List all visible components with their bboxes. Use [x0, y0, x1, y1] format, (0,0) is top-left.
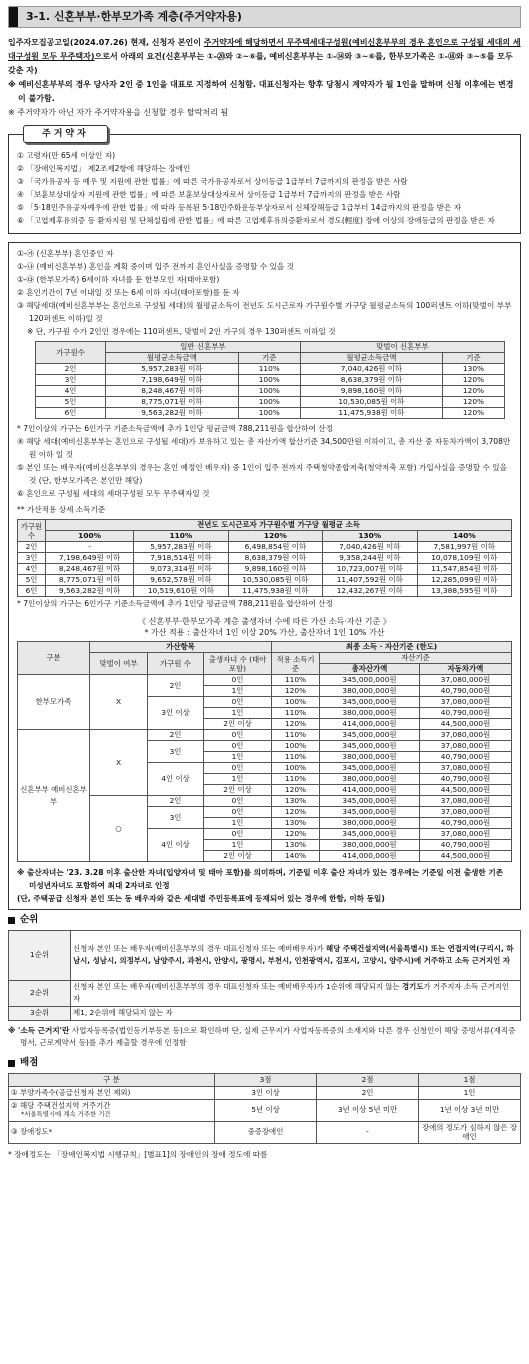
t3-h-add: 가산항목 [90, 642, 272, 653]
t3-members: 3인 [148, 741, 204, 763]
rank-1-text: 신청자 본인 또는 배우자(예비신혼부부의 경우 대표신청자 또는 예비배우자)가 [73, 944, 327, 954]
table-cell: 9,898,160원 이하 [300, 386, 442, 397]
intro-note-2: ※ 주거약자가 아닌 자가 주거약자용을 신청할 경우 탈락처리 됨 [8, 108, 229, 117]
score-cell: 중증장애인 [215, 1121, 317, 1143]
table-cell: 5인 [36, 397, 106, 408]
table-cell: 3인 [18, 553, 46, 564]
table-cell: 120% [443, 386, 505, 397]
section-marker [8, 917, 15, 924]
t1-h-general: 일반 신혼부부 [106, 342, 301, 353]
t3-cell: 414,000,000원 [320, 851, 420, 862]
table-cell: 3인 [36, 375, 106, 386]
score-cell: 1인 [419, 1086, 521, 1099]
t3-cell: 345,000,000원 [320, 675, 420, 686]
t1-body [36, 364, 505, 419]
t3-cell: 0인 [204, 807, 272, 818]
rank-note-text: 사업자등록증(법인등기부등본 등)으로 확인하며 단, 실제 근무지가 사업자등록증의 소재지와 다른 경우 신청인이 해당 증빙서류(재직증명서, 근로계약서 등)를 추가 제출할 경우에 인정함 [20, 1025, 516, 1047]
table-cell: 120% [443, 397, 505, 408]
table-cell: 11,547,854원 이하 [417, 564, 512, 575]
t3-cell: 345,000,000원 [320, 730, 420, 741]
t3-h-final: 최종 소득 · 자산기준 (한도) [272, 642, 512, 653]
t2-h-col: 140% [417, 531, 512, 542]
t3-cell: 37,080,000원 [419, 730, 511, 741]
t3-cell: 1인 [204, 686, 272, 697]
t2-h-col: 100% [46, 531, 134, 542]
score-h: 3점 [215, 1073, 317, 1086]
t3-members: 2인 [148, 730, 204, 741]
intro-paragraph [8, 36, 521, 78]
table-cell: 12,285,099원 이하 [417, 575, 512, 586]
t3-cell: 37,080,000원 [419, 697, 511, 708]
table-cell: 7,581,997원 이하 [417, 542, 512, 553]
score-foot: * 장애정도는 「장애인복지법 시행규칙」[별표1]의 장애인의 장애 정도에 따름 [8, 1149, 268, 1159]
t3-cell: 380,000,000원 [320, 840, 420, 851]
t3-foot-1: ※ 출산자녀는 '23. 3.28 이후 출산한 자녀(입양자녀 및 태아 포함)를 의미하며, 기준일 이후 출산 자녀가 있는 경우에는 기준일 이전 출생한 기존 미성년자녀도 포함하여 최대 2자녀로 인정 [17, 868, 504, 890]
t3-cell: 100% [272, 741, 320, 752]
t3-cell: 2인 이상 [204, 719, 272, 730]
t3-cell: 380,000,000원 [320, 752, 420, 763]
income-table-1 [35, 341, 505, 419]
table-cell: 9,358,244원 이하 [323, 553, 417, 564]
table-cell: 7,198,649원 이하 [106, 375, 239, 386]
t3-h-children: 출생자녀 수 (태아포함) [204, 653, 272, 675]
score-cell: 장애의 정도가 심하지 않은 장애인 [419, 1121, 521, 1143]
t3-cell: 345,000,000원 [320, 807, 420, 818]
table-cell: 2인 [18, 542, 46, 553]
t3-cell: 345,000,000원 [320, 796, 420, 807]
page-title: 3-1. 신혼부부·한부모가족 계층(주거약자용) [26, 9, 242, 23]
t3-members: 4인 이상 [148, 763, 204, 796]
t3-h-total: 총자산가액 [320, 664, 420, 675]
t3-group-newlywed: 신혼부부 예비신혼부부 [18, 730, 90, 862]
table-cell: 120% [443, 408, 505, 419]
table-cell: - [46, 542, 134, 553]
t3-cell: 380,000,000원 [320, 708, 420, 719]
t3-h-members: 가구원 수 [148, 653, 204, 675]
t3-cell: 120% [272, 719, 320, 730]
t3-members: 2인 [148, 796, 204, 807]
table-cell: 10,530,085원 이하 [300, 397, 442, 408]
table-row [36, 386, 505, 397]
table-cell: 6,498,854원 이하 [228, 542, 322, 553]
t2-h-col: 110% [134, 531, 228, 542]
table-cell: 11,407,592원 이하 [323, 575, 417, 586]
box1-item: ③ 「국가유공자 등 예우 및 지원에 관한 법률」에 따른 국가유공자로서 상이등급 1급부터 7급까지의 판정을 받은 사람 [17, 177, 408, 186]
rank-2-text: 신청자 본인 또는 배우자(예비신혼부부의 경우 대표신청자 또는 예비배우자)가 1순위에 해당되지 않는 [73, 982, 403, 992]
t3-members: 2인 [148, 675, 204, 697]
t2-h-col: 120% [228, 531, 322, 542]
intro-text-1: 입주자모집공고일(2024.07.26) 현재, 신청자 본인이 [8, 38, 204, 47]
t2-h-col: 130% [323, 531, 417, 542]
table-cell: 8,248,467원 이하 [106, 386, 239, 397]
score-cell: 3인 이상 [215, 1086, 317, 1099]
req-after: ⑤ 본인 또는 배우자(예비신혼부부의 경우는 혼인 예정인 배우자) 중 1인이 입주 전까지 주택청약종합저축(청약저축 포함) 가입사실을 증명할 수 있을 것 (단, 한부모가족은 본인만 해당) [17, 463, 507, 485]
score-cell: 5년 이상 [215, 1099, 317, 1121]
t3-cell: 380,000,000원 [320, 774, 420, 785]
table-cell: 5,957,283원 이하 [134, 542, 228, 553]
t3-cell: 0인 [204, 730, 272, 741]
table-cell: 7,040,426원 이하 [323, 542, 417, 553]
t3-cell: 120% [272, 807, 320, 818]
req-after: ④ 해당 세대(예비신혼부부는 혼인으로 구성될 세대)가 보유하고 있는 총 자산가액 합산기준 34,500만원 이하이고, 총 자산 중 자동차가액이 3,708만원 이하 일 것 [17, 437, 511, 459]
table-cell: 10,530,085원 이하 [228, 575, 322, 586]
bonus-table [17, 641, 512, 862]
t3-cell: 44,500,000원 [419, 785, 511, 796]
req-item: ③ 해당세대(예비신혼부부는 혼인으로 구성될 세대)의 월평균소득이 전년도 도시근로자 가구원수별 가구당 월평균소득의 100퍼센트 이하(맞벌이 부부 120퍼센트 이하)일 것 [17, 301, 512, 323]
rank-1-desc [71, 930, 521, 980]
box-tab-label: 주거약자 [23, 125, 108, 143]
score-h: 2점 [317, 1073, 419, 1086]
rank-heading [8, 914, 521, 927]
t3-cell: 37,080,000원 [419, 807, 511, 818]
rank-2-desc [71, 980, 521, 1006]
score-residence-label: ② 해당 주택건설지역 거주기간 [11, 1101, 111, 1111]
table-cell: 10,078,109원 이하 [417, 553, 512, 564]
t3-cell: 120% [272, 829, 320, 840]
t3-cell: 130% [272, 796, 320, 807]
t3-foot-2: (단, 주택공급 신청자 본인 또는 동 배우자와 같은 세대별 주민등록표에 등재되어 있는 경우에 한함, 이하 동일) [17, 894, 385, 903]
req-after: ⑥ 혼인으로 구성될 세대의 세대구성원 모두 무주택자일 것 [17, 489, 210, 498]
req-after: * 7인이상의 가구는 6인가구 기준소득금액에 추가 1인당 평균금액 788,211원을 합산하여 산정 [17, 424, 333, 433]
table-cell: 110% [238, 364, 300, 375]
table-cell: 100% [238, 375, 300, 386]
t1-h-dual: 맞벌이 신혼부부 [300, 342, 504, 353]
rank-3-desc: 제1, 2순위에 해당되지 않는 자 [71, 1006, 521, 1020]
table-cell: 11,475,938원 이하 [300, 408, 442, 419]
t3-cell: 345,000,000원 [320, 697, 420, 708]
box1-item: ② 「장애인복지법」 제2조제2항에 해당하는 장애인 [17, 164, 191, 173]
table-cell: 9,652,578원 이하 [134, 575, 228, 586]
t3-h-asset: 자산기준 [320, 653, 512, 664]
t3-caption-1: 《 신혼부부·한부모가족 계층 출생자녀 수에 따른 가산 소득·자산 기준 》 [138, 617, 391, 626]
table-row [36, 408, 505, 419]
t3-dual-mark: X [90, 675, 148, 730]
score-cell: - [317, 1121, 419, 1143]
t2-caption: ** 가산적용 상세 소득기준 [17, 505, 106, 514]
box1-item: ⑥ 「고엽제후유의증 등 환자지원 및 단체설립에 관한 법률」에 따른 고엽제후유의증환자로서 경도(輕度) 장애 이상의 장애등급의 판정을 받은 자 [17, 216, 495, 225]
t2-h-members: 가구원수 [18, 520, 46, 542]
intro-text-3: 으로서 아래의 요건(신혼부부는 ①-⑳와 ②~⑥를, 예비신혼부부는 ①-⑭와 ③~⑥를, 한부모가족은 ①-⑱와 ③~⑤를 모두 갖춘 자) [8, 52, 513, 75]
t3-cell: 0인 [204, 829, 272, 840]
t3-dual-mark: ○ [90, 796, 148, 862]
rank-label: 2순위 [9, 980, 71, 1006]
t3-cell: 120% [272, 785, 320, 796]
t3-cell: 40,790,000원 [419, 840, 511, 851]
rank-2-text-2: 가 거주지자 소득 근거지인 자 [73, 982, 510, 1004]
box1-item: ⑤ 「5·18민주유공자예우에 관한 법률」에 따라 등록된 5·18민주화운동부상자로서 신체장해등급 1급부터 14급까지의 판정을 받은 자 [17, 203, 462, 212]
box1-item: ① 고령자(만 65세 이상인 자) [17, 151, 116, 160]
rank-note [8, 1025, 521, 1049]
table-cell: 9,563,282원 이하 [46, 586, 134, 597]
req-item: ①-㉰ (한부모가족) 6세이하 자녀를 둔 한부모인 자(태아포함) [17, 275, 220, 284]
t3-cell: 37,080,000원 [419, 675, 511, 686]
t3-cell: 110% [272, 675, 320, 686]
t3-cell: 1인 [204, 818, 272, 829]
t3-h-apply: 적용 소득기준 [272, 653, 320, 675]
table-cell: 120% [443, 375, 505, 386]
t3-cell: 0인 [204, 697, 272, 708]
table-row [36, 364, 505, 375]
t3-cell: 37,080,000원 [419, 741, 511, 752]
t3-cell: 0인 [204, 796, 272, 807]
table-cell: 8,775,071원 이하 [46, 575, 134, 586]
t3-body [18, 675, 512, 862]
table-row [18, 586, 512, 597]
box1-item: ④ 「보훈보상대상자 지원에 관한 법률」에 따른 보훈보상대상자로서 상이등급 1급부터 7급까지의 판정을 받은 사람 [17, 190, 401, 199]
table-cell: 2인 [36, 364, 106, 375]
t2-h-title: 전년도 도시근로자 가구원수별 가구당 월평균 소득 [46, 520, 512, 531]
req-item: ①-㉮ (신혼부부) 혼인중인 자 [17, 249, 114, 258]
t3-cell: 140% [272, 851, 320, 862]
t3-cell: 40,790,000원 [419, 818, 511, 829]
t3-group-single-parent: 한부모가족 [18, 675, 90, 730]
table-cell: 5인 [18, 575, 46, 586]
req-item: ② 혼인기간이 7년 이내일 것 또는 6세 이하 자녀(태아포함)를 둔 자 [17, 288, 240, 297]
t3-caption-2: * 가산 적용 : 출산자녀 1인 이상 20% 가산, 출산자녀 1인 10% 가산 [144, 628, 385, 637]
t3-cell: 380,000,000원 [320, 686, 420, 697]
t1-h-std: 기준 [443, 353, 505, 364]
t3-cell: 1인 [204, 752, 272, 763]
t3-cell: 100% [272, 697, 320, 708]
t3-cell: 414,000,000원 [320, 785, 420, 796]
score-cell: ③ 장애정도* [9, 1121, 215, 1143]
rank-label: 3순위 [9, 1006, 71, 1020]
t3-members: 3인 [148, 807, 204, 829]
intro-text-underline: 주거약자에 해당하면서 [203, 38, 284, 47]
rank-label: 1순위 [9, 930, 71, 980]
housing-weak-box [8, 129, 521, 234]
score-table [8, 1073, 521, 1144]
table-cell: 8,638,379원 이하 [300, 375, 442, 386]
table-cell: 10,723,007원 이하 [323, 564, 417, 575]
t2-foot: * 7인이상의 가구는 6인가구 기준소득금액에 추가 1인당 평균금액 788,211원을 합산하여 산정 [17, 599, 333, 608]
table-cell: 4인 [36, 386, 106, 397]
t3-cell: 1인 [204, 774, 272, 785]
t3-cell: 120% [272, 686, 320, 697]
table-cell: 10,519,610원 이하 [134, 586, 228, 597]
score-residence-cell [9, 1099, 215, 1121]
t3-cell: 0인 [204, 675, 272, 686]
table-cell: 8,775,071원 이하 [106, 397, 239, 408]
t3-h-div: 구분 [18, 642, 90, 675]
rank-note-bold: ※ '소득 근거지'란 [8, 1025, 70, 1035]
t1-h-income: 월평균소득금액 [300, 353, 442, 364]
table-row [18, 575, 512, 586]
table-cell: 7,918,514원 이하 [134, 553, 228, 564]
t3-cell: 345,000,000원 [320, 829, 420, 840]
t3-cell: 40,790,000원 [419, 686, 511, 697]
t3-cell: 110% [272, 730, 320, 741]
table-cell: 13,388,595원 이하 [417, 586, 512, 597]
income-table-2 [17, 519, 512, 597]
t3-cell: 0인 [204, 741, 272, 752]
table-cell: 12,432,267원 이하 [323, 586, 417, 597]
intro-note-1: ※ 예비신혼부부의 경우 당사자 2인 중 1인을 대표로 지정하여 신청함. 대표신청자는 향후 당첨시 계약자가 될 1인을 말하며 신청 이후에는 변경이 불가함. [8, 80, 514, 103]
section-marker [8, 1060, 15, 1067]
req-item: ①-㉯ (예비신혼부부) 혼인을 계획 중이며 입주 전까지 혼인사실을 증명할 수 있을 것 [17, 262, 295, 271]
t3-cell: 44,500,000원 [419, 719, 511, 730]
table-cell: 5,957,283원 이하 [106, 364, 239, 375]
t3-dual-mark: X [90, 730, 148, 796]
table-cell: 100% [238, 408, 300, 419]
table-cell: 7,198,649원 이하 [46, 553, 134, 564]
t3-cell: 40,790,000원 [419, 774, 511, 785]
rank-1-bold: 해당 주택건설지역(서울특별시) 또는 연접지역(구리시, 하남시, 성남시, 의정부시, 남양주시, 과천시, 안양시, 광명시, 부천시, 인천광역시, 김포시, 고양시, 양주시)에 거주하고 소득 근거지인 자 [73, 944, 514, 966]
intro-text-2: 무주택세대구성원(예비신혼부부의 경우 혼인으로 구성될 세대의 세대구성원 모두 무주택자) [8, 38, 521, 61]
score-cell: 2인 [317, 1086, 419, 1099]
table-row [18, 542, 512, 553]
score-heading [8, 1057, 521, 1070]
t1-h-std: 기준 [238, 353, 300, 364]
table-cell: 100% [238, 386, 300, 397]
requirements-box [8, 242, 521, 910]
t3-cell: 110% [272, 708, 320, 719]
table-row [36, 375, 505, 386]
t2-body [18, 542, 512, 597]
table-cell: 9,073,314원 이하 [134, 564, 228, 575]
rank-title: 순위 [20, 914, 39, 925]
score-cell: 3년 이상 5년 미만 [317, 1099, 419, 1121]
t3-members: 3인 이상 [148, 697, 204, 730]
t3-cell: 44,500,000원 [419, 851, 511, 862]
table-cell: 9,563,282원 이하 [106, 408, 239, 419]
table-cell: 6인 [18, 586, 46, 597]
t3-cell: 345,000,000원 [320, 741, 420, 752]
table-cell: 130% [443, 364, 505, 375]
t3-cell: 1인 [204, 708, 272, 719]
t3-cell: 110% [272, 774, 320, 785]
t3-cell: 345,000,000원 [320, 763, 420, 774]
t3-cell: 130% [272, 840, 320, 851]
t3-cell: 414,000,000원 [320, 719, 420, 730]
t3-cell: 0인 [204, 763, 272, 774]
t3-members: 4인 이상 [148, 829, 204, 862]
t3-cell: 2인 이상 [204, 851, 272, 862]
t3-cell: 37,080,000원 [419, 796, 511, 807]
req-note: ※ 단, 가구원 수가 2인인 경우에는 110퍼센트, 맞벌이 2인 가구의 경우 130퍼센트 이하일 것 [27, 327, 336, 336]
t3-cell: 380,000,000원 [320, 818, 420, 829]
score-h: 1점 [419, 1073, 521, 1086]
t3-cell: 37,080,000원 [419, 763, 511, 774]
table-cell: 100% [238, 397, 300, 408]
score-cell: 1년 이상 3년 미만 [419, 1099, 521, 1121]
table-cell: 8,248,467원 이하 [46, 564, 134, 575]
t1-h-income: 월평균소득금액 [106, 353, 239, 364]
table-cell: 11,475,938원 이하 [228, 586, 322, 597]
t3-cell: 2인 이상 [204, 785, 272, 796]
rank-2-bold: 경기도 [402, 982, 424, 992]
table-row [36, 397, 505, 408]
table-cell: 4인 [18, 564, 46, 575]
table-cell: 7,040,426원 이하 [300, 364, 442, 375]
section-title-bar [8, 6, 521, 28]
t3-cell: 40,790,000원 [419, 708, 511, 719]
t3-cell: 110% [272, 752, 320, 763]
table-cell: 6인 [36, 408, 106, 419]
t3-cell: 100% [272, 763, 320, 774]
t3-cell: 37,080,000원 [419, 829, 511, 840]
t3-h-dual: 맞벌이 여부 [90, 653, 148, 675]
title-marker [9, 7, 18, 27]
t1-h-members: 가구원수 [36, 342, 106, 364]
t3-cell: 1인 [204, 840, 272, 851]
t3-cell: 130% [272, 818, 320, 829]
score-title: 배점 [20, 1056, 39, 1068]
score-h: 구 분 [9, 1073, 215, 1086]
table-cell: 9,898,160원 이하 [228, 564, 322, 575]
score-residence-note: *서울특별시에 계속 거주한 기간 [21, 1110, 111, 1119]
table-row [18, 553, 512, 564]
t3-h-car: 자동차가액 [419, 664, 511, 675]
t3-cell: 40,790,000원 [419, 752, 511, 763]
score-cell: ① 부양가족수(공급신청자 본인 제외) [9, 1086, 215, 1099]
table-cell: 8,638,379원 이하 [228, 553, 322, 564]
rank-table [8, 930, 521, 1021]
table-row [18, 564, 512, 575]
